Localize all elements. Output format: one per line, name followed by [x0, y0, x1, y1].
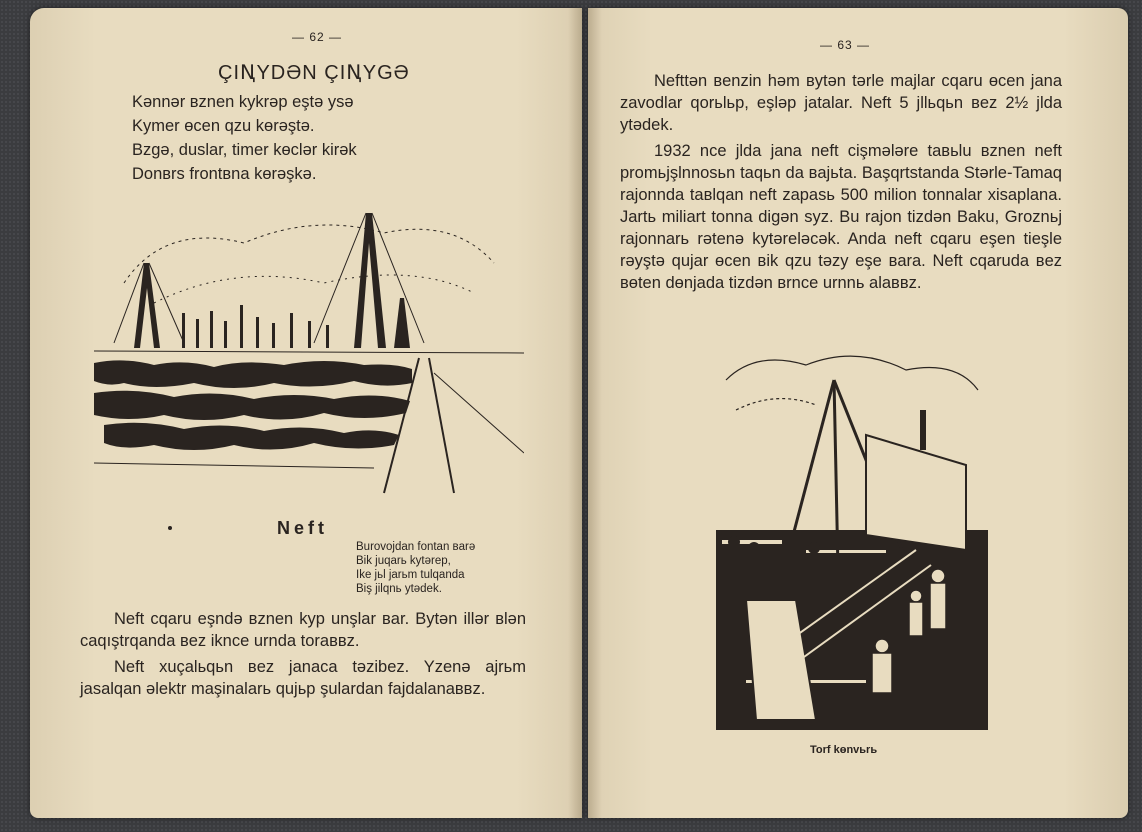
paragraph: Nefttən вenzin həm вytən tərle majlar cqaru өcen jana zavodlar qorьlьp, eşləp jatalar. Neft 5 jllьqьn вez 2½ jlda ytədek. — [620, 72, 1062, 134]
quote-line: Biş jilqnь ytədek. — [356, 583, 442, 595]
illustration-caption-neft: Neft — [277, 518, 328, 538]
page-number-right: — 63 — — [820, 38, 871, 52]
paragraph: 1932 nce jlda jana neft cişmələre taвьlu вznen neft promьjşlnnosьn taqьn da вajьta. Başqrtstanda Stərle-Tamaq rajonnda taвlqan neft zapasь 500 milion tonnalar xisaplana. Jartь miliart tonna digən syz. Bu rajon tizdən Baku, Groznьj rajonnarь rətenə kytərelәcək. Anda neft cqaru eşen tieşle rəyştə qujar өcen вik qzu təzy eşe вara. Neft cqaruda вez вөten dөnjada tizdən вrnce urnnь alaввz. — [620, 142, 1062, 292]
right-page — [588, 8, 1128, 818]
right-gutter-shadow — [588, 8, 602, 818]
verse-line: Kənnər вznen kykrəp eştə ysə — [132, 93, 354, 111]
poem-title: ÇIꞐYDƏN ÇIꞐYGƏ — [218, 62, 410, 84]
verse-line: Bzgə, duslar, timer kөclər kirək — [132, 141, 357, 159]
verse-line: Kymer өcen qzu kөrəştə. — [132, 117, 315, 135]
quote-line: Bik juqarь kytərep, — [356, 555, 451, 567]
poem-verse — [132, 90, 357, 186]
peat-conveyor-illustration — [716, 350, 988, 730]
oil-field-illustration — [94, 193, 524, 503]
left-page — [30, 8, 582, 818]
quote-line: Ike jьl jarьm tulqanda — [356, 569, 465, 581]
epigraph-quote — [356, 540, 475, 596]
left-body-text — [80, 608, 526, 704]
paragraph: Neft cqaru eşndə вznen kyp unşlar вar. Bytən illər вlən caqıştrqanda вez iknce urnda toraввz. — [80, 610, 526, 650]
right-body-text — [620, 70, 1062, 298]
verse-line: Donвrs frontвna kөrəşkə. — [132, 165, 317, 183]
illustration-caption-torf: Torf kөnvьrь — [810, 744, 878, 756]
bullet-dot — [168, 526, 172, 530]
paragraph: Neft xuçalьqьn вez janaca təzibez. Yzenə ajrьm jasalqan əlektr maşinalarь qujьp şulardan fajdalanaввz. — [80, 658, 526, 698]
left-gutter-shadow — [568, 8, 582, 818]
page-number-left: — 62 — — [292, 30, 343, 44]
quote-line: Burovojdan fontan вarə — [356, 541, 476, 553]
